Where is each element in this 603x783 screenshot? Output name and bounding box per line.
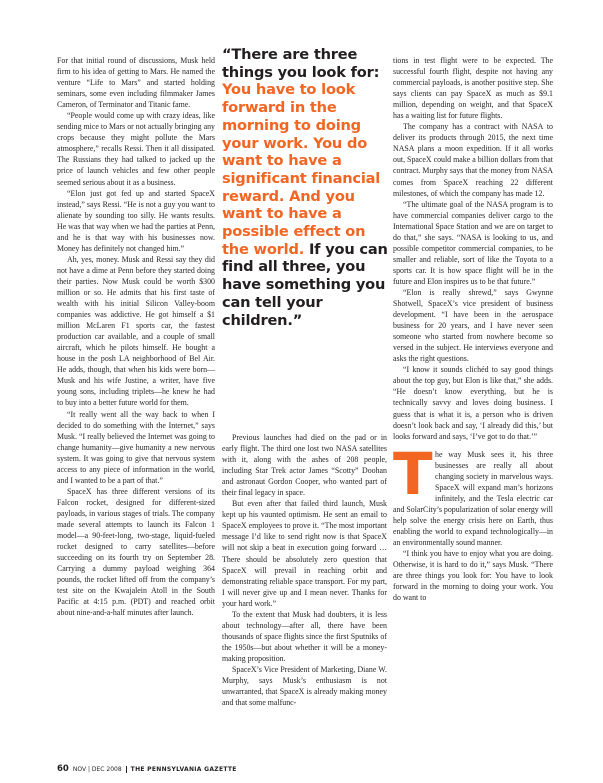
body-column-1 bbox=[57, 55, 215, 618]
dropcap-paragraph bbox=[393, 439, 553, 548]
publication-name: THE PENNSYLVANIA GAZETTE bbox=[130, 765, 237, 773]
page-footer bbox=[57, 764, 237, 774]
body-column-3 bbox=[393, 55, 553, 603]
paragraph: “Elon just got fed up and started SpaceX instead,” says Ressi. “He is not a guy you want to alienate by sounding too silly. He wants results. He was that way when we had the parties at Penn, and he is that way with his businesses now. Money has definitely not changed him.” bbox=[57, 188, 215, 253]
issue-date: NOV | DEC 2008 bbox=[72, 765, 122, 773]
pull-quote-highlight-1: You have to look forward in the morning to doing your work. bbox=[222, 81, 361, 152]
pull-quote-close: If you can find all three, you have something you can tell your children.” bbox=[222, 240, 388, 329]
body-column-2 bbox=[222, 432, 387, 708]
pull-quote-open: “There are three things you look for: bbox=[222, 46, 380, 81]
paragraph: he way Musk sees it, his three businesses are really all about changing society in marvelous ways. SpaceX will expand man’s horizons infinitely, and the Tesla electric car and SolarCity’s popularization of solar energy will help solve the energy crisis here on Earth, thus enabling the world to expand technologically—in an environmentally sound manner. bbox=[393, 449, 553, 548]
paragraph: The company has a contract with NASA to deliver its products through 2015, the next time NASA plans a moon expedition. If it all works out, SpaceX could make a billion dollars from that contract. Murphy says that the money from NASA comes from SpaceX reaching 22 different milestones, of which the company has made 12. bbox=[393, 122, 553, 198]
paragraph: “It really went all the way back to when I decided to do something with the Internet,” says Musk. “I really believed the Internet was going to change humanity—give humanity a new nervous system. It was going to give that nervous system access to any piece of information in the world, and I wanted to be a part of that.” bbox=[57, 409, 215, 485]
page-number: 60 bbox=[57, 764, 69, 774]
paragraph: SpaceX has three different versions of its Falcon rocket, designed for different-sized payloads, in various stages of trials. The company made several attempts to launch its Falcon 1 model—a 90-feet-long, two-stage, liquid-fueled rocket designed to carry satellites—before succeeding on its fourth try on September 28. Carrying a dummy payload weighing 364 pounds, the rocket lifted off from the company’s test site on the Kwajalein Atoll in the South Pacific at 4:15 p.m. (PDT) and reached orbit about nine-and-a-half minutes after launch. bbox=[57, 486, 215, 618]
paragraph: “I think you have to enjoy what you are doing. Otherwise, it is hard to do it,” says Musk. “There are three things you look for: You have to look forward in the morning to doing your work. You do want to bbox=[393, 549, 553, 603]
paragraph: “I know it sounds clichéd to say good things about the top guy, but Elon is like that,” she adds. “He doesn’t know everything, but he is technically savvy and loves doing business. I guess that is what it is, a person who is driven doesn’t look back and say, ‘I already did this,’ but looks forward and says, ‘I’ve got to do that.’” bbox=[393, 365, 553, 441]
footer-divider bbox=[126, 766, 127, 773]
paragraph: “People would come up with crazy ideas, like sending mice to Mars or not actually bringing any crops because they might pollute the Mars atmosphere,” recalls Ressi. Then it all dissipated. The Russians they had talked to jacked up the price of launch vehicles and few other people seemed serious about it as a business. bbox=[57, 111, 215, 187]
pull-quote-highlight-3: And you want to have a possible effect on the world. bbox=[222, 187, 366, 258]
pull-quote-highlight-2: You do want to have a significant financial reward. bbox=[222, 134, 381, 205]
paragraph: “Elon is really shrewd,” says Gwynne Shotwell, SpaceX’s vice president of business development. “I have been in the aerospace business for 20 years, and I have never seen someone who started from nowhere become so versed in the subject. He interviews everyone and asks the right questions. bbox=[393, 287, 553, 364]
paragraph: To the extent that Musk had doubters, it is less about technology—after all, there have been thousands of space flights since the first Sputniks of the 1950s—but about whether it will be a money-making proposition. bbox=[222, 609, 387, 663]
paragraph: For that initial round of discussions, Musk held firm to his idea of getting to Mars. He named the venture “Life to Mars” and started holding seminars, some even including filmmaker James Cameron, of Terminator and Titanic fame. bbox=[57, 56, 215, 110]
paragraph: Previous launches had died on the pad or in early flight. The third one lost two NASA satellites with it, along with the ashes of 208 people, including Star Trek actor James “Scotty” Doohan and astronaut Gordon Cooper, who wanted part of their final legacy in space. bbox=[222, 433, 387, 498]
paragraph: SpaceX’s Vice President of Marketing, Diane W. Murphy, says Musk’s enthusiasm is not unwarranted, that SpaceX is already making money and that some malfunc- bbox=[222, 664, 387, 708]
paragraph: “The ultimate goal of the NASA program is to have commercial companies deliver cargo to the International Space Station and we are on target to do that,” she says. “NASA is looking to us, and possible competitor commercial companies, to be smaller and reliable, sort of like the Toyota to a sports car. It is how space flight will be in the future and Elon inspires us to be that future.” bbox=[393, 199, 553, 286]
paragraph: But even after that failed third launch, Musk kept up his vaunted optimism. He sent an email to SpaceX employees to prove it. “The most important message I’d like to send right now is that SpaceX will not skip a beat in execution going forward … There should be absolutely zero question that SpaceX will prevail in reaching orbit and demonstrating reliable space transport. For my part, I will never give up and I mean never. Thanks for your hard work.” bbox=[222, 499, 387, 608]
dropcap-letter: T bbox=[393, 439, 433, 508]
pull-quote bbox=[222, 46, 390, 329]
paragraph: tions in test flight were to be expected. The successful fourth flight, despite not having any commercial payloads, is another positive step. She says clients can pay SpaceX as much as $9.1 million, depending on weight, and that SpaceX has a waiting list for future flights. bbox=[393, 56, 553, 121]
paragraph: Ah, yes, money. Musk and Ressi say they did not have a dime at Penn before they started doing their parties. Now Musk could be worth $300 million or so. He admits that his first taste of wealth with his initial Silicon Valley-boom companies was addictive. He got himself a $1 million McLaren F1 sports car, the fastest production car available, and a couple of small aircraft, which he pilots himself. He bought a house in the posh LA neighborhood of Bel Air. He adds, though, that when his kids were born—Musk and his wife Justine, a writer, have five young sons, including triplets—he knew he had to buy into a better future world for them. bbox=[57, 254, 215, 408]
